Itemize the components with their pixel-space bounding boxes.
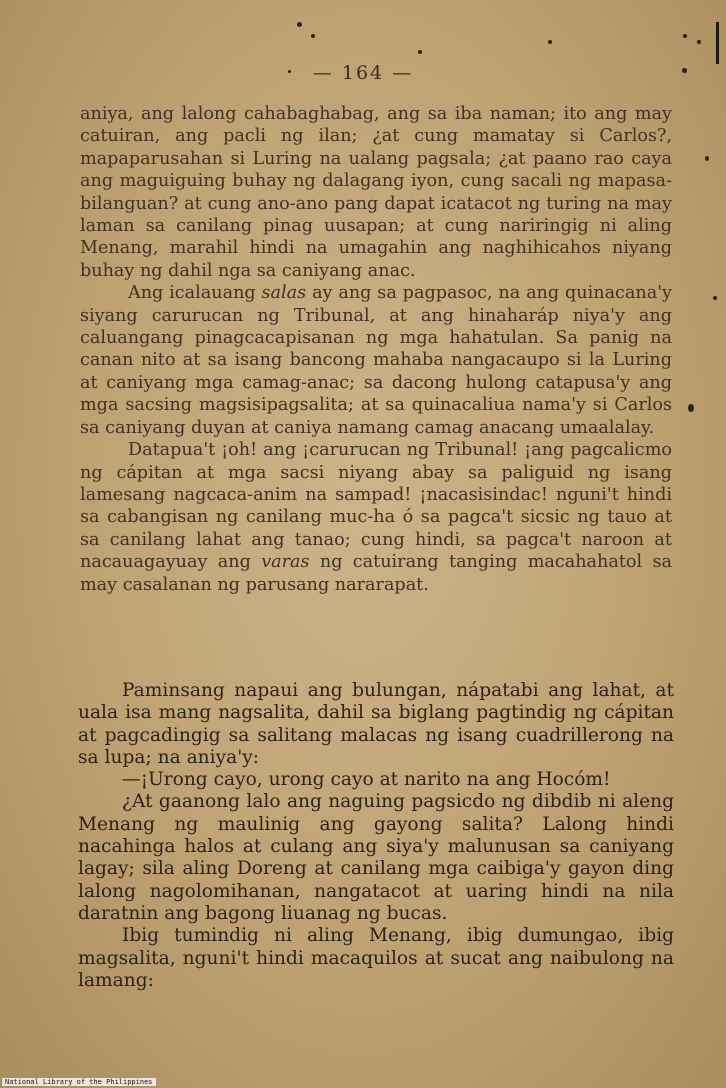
paragraph: aniya, ang lalong cahabaghabag, ang sa iba naman; ito ang may catuiran, ang pacli ng ilan; ¿at cung mamatay si Carlos?, mapaparusahan si Luring na ualang pagsala; ¿at paano rao caya ang maguiguing buhay ng dalagang iyon, cung sacali ng mapasa-bilanguan? at cung ano-ano pang dapat icatacot ng turing na may laman sa canilang pinag uusapan; at cung nariringig ni aling Menang, marahil hindi na umagahin ang naghihicahos niyang buhay ng dahil nga sa caniyang anac. [80, 104, 672, 281]
text-run: Ang icalauang [128, 283, 262, 304]
ink-speck [688, 404, 694, 412]
paragraph: Ibig tumindig ni aling Menang, ibig dumungao, ibig magsalita, nguni't hindi macaquilos at sucat ang naibulong na lamang: [78, 925, 674, 991]
paragraph: ¿At gaanong lalo ang naguing pagsicdo ng dibdib ni aleng Menang ng maulinig ang gayong salita? Lalong hindi nacahinga halos at culang ang siya'y malunusan sa caniyang lagay; sila aling Doreng at canilang mga caibiga'y gayon ding lalong nagolomihanan, nangatacot at uaring hindi na nila daratnin ang bagong liuanag ng bucas. [78, 791, 674, 924]
paragraph [80, 282, 672, 439]
footer-credit: National Library of the Philippines [2, 1078, 156, 1086]
ink-speck [683, 34, 687, 38]
paragraph: Paminsang napaui ang bulungan, nápatabi ang lahat, at uala isa mang nagsalita, dahil sa biglang pagtindig ng cápitan at pagcadingig sa salitang malacas ng isang cuadrillerong na sa lupa; na aniya'y: [78, 680, 674, 768]
body-text-upper [80, 103, 672, 596]
ink-speck [705, 156, 709, 161]
ink-speck [713, 296, 717, 300]
ink-speck [297, 22, 302, 27]
ink-speck [548, 40, 552, 44]
body-text-lower [78, 680, 674, 992]
edge-mark [716, 22, 719, 64]
ink-speck [418, 50, 422, 54]
paragraph: —¡Urong cayo, urong cayo at narito na ang Hocóm! [122, 769, 611, 791]
page-number: — 164 — [312, 62, 414, 84]
text-run: ay ang sa pagpasoc, na ang quinacana'y siyang carurucan ng Tribunal, at ang hinaharáp niya'y ang caluangang pinagcacapisanan ng mga hahatulan. Sa panig na canan nito at sa isang bancong mahaba nangacaupo si la Luring at caniyang mga camag-anac; sa dacong hulong catapusa'y ang mga sacsing magsisipagsalita; at sa quinacaliua nama'y si Carlos sa caniyang duyan at caniya namang camag anacang umaalalay. [80, 283, 672, 438]
ink-speck [311, 34, 315, 38]
ink-speck [697, 40, 701, 44]
text-run: ng catuirang tanging macahahatol sa may casalanan ng parusang nararapat. [80, 552, 672, 595]
italic-word: varas [261, 552, 310, 573]
italic-word: salas [261, 283, 307, 304]
paragraph [80, 439, 672, 596]
text-run: Datapua't ¡oh! ang ¡carurucan ng Tribunal! ¡ang pagcalicmo ng cápitan at mga sacsi niyang abay sa paliguid ng isang lamesang nagcaca-anim na sampad! ¡nacasisindac! nguni't hindi sa cabangisan ng canilang muc-ha ó sa pagca't sicsic ng tauo at sa canilang lahat ang tanao; cung hindi, sa pagca't naroon at nacauagayuay ang [80, 440, 672, 573]
